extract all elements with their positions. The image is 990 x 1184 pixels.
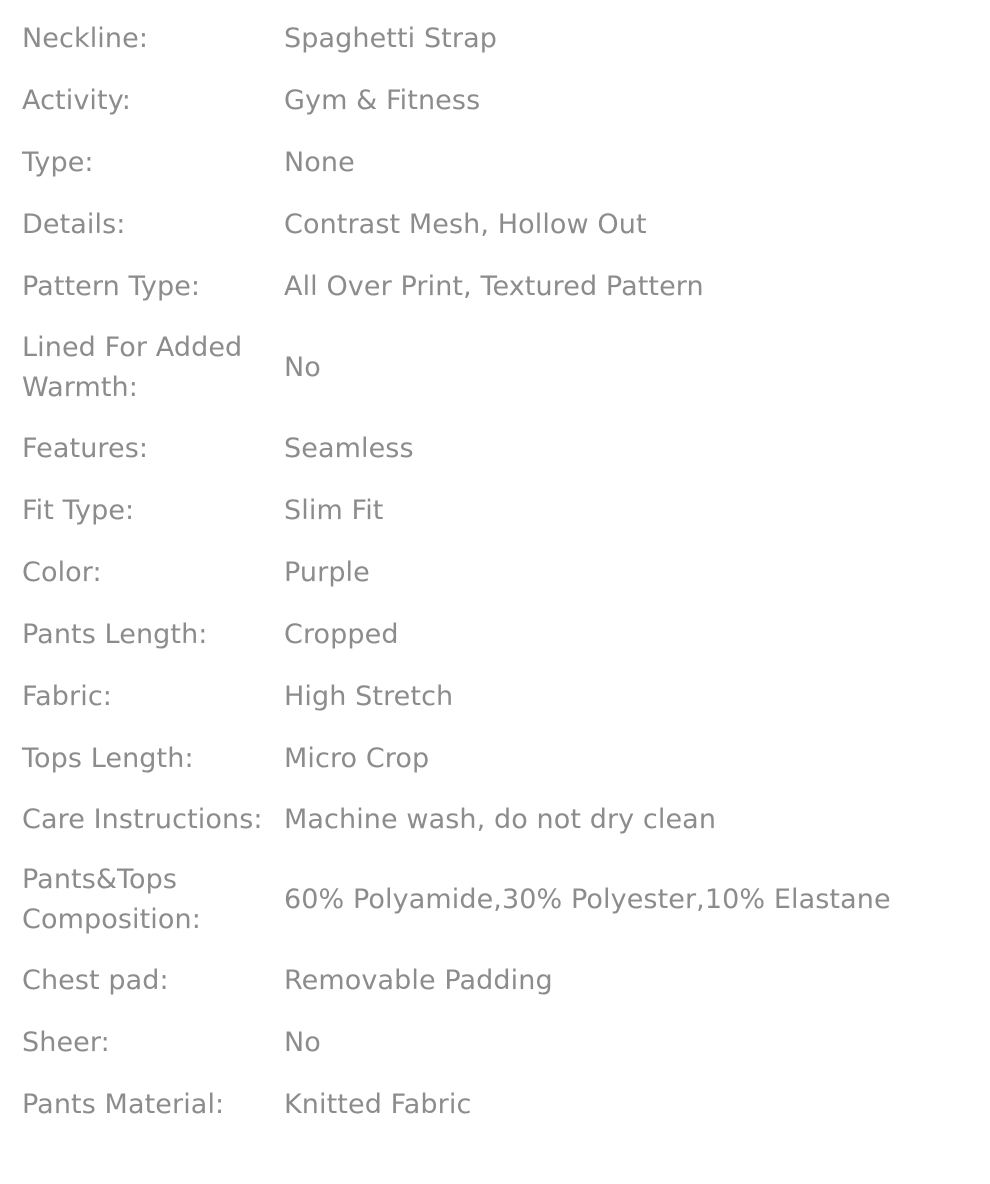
spec-label-text: Chest pad: — [22, 965, 169, 996]
table-row — [0, 1012, 990, 1074]
spec-label — [0, 8, 284, 70]
table-row — [0, 480, 990, 542]
spec-label-text: Lined For Added Warmth: — [22, 332, 243, 403]
spec-value: Cropped — [284, 619, 399, 650]
spec-label — [0, 194, 284, 256]
table-row — [0, 70, 990, 132]
spec-value: All Over Print, Textured Pattern — [284, 271, 704, 302]
spec-value: None — [284, 147, 355, 178]
spec-value: Gym & Fitness — [284, 85, 481, 116]
spec-label-text: Sheer: — [22, 1027, 110, 1058]
table-row — [0, 318, 990, 418]
spec-label — [0, 70, 284, 132]
spec-label — [0, 950, 284, 1012]
table-row — [0, 256, 990, 318]
table-row — [0, 666, 990, 728]
spec-value: No — [284, 1027, 321, 1058]
table-row — [0, 8, 990, 70]
spec-label-text: Fabric: — [22, 681, 112, 712]
spec-label-text: Pants Length: — [22, 619, 208, 650]
spec-value: Spaghetti Strap — [284, 23, 497, 54]
spec-value: Knitted Fabric — [284, 1089, 472, 1120]
spec-value: No — [284, 352, 321, 383]
spec-value: 60% Polyamide,30% Polyester,10% Elastane — [284, 884, 891, 915]
spec-value: Seamless — [284, 433, 414, 464]
spec-label — [0, 318, 284, 418]
spec-label-text: Pattern Type: — [22, 271, 201, 302]
spec-label-text: Details: — [22, 209, 126, 240]
table-row — [0, 790, 990, 850]
spec-label-text: Pants&Tops Composition: — [22, 864, 201, 935]
spec-value: Machine wash, do not dry clean — [284, 804, 717, 835]
spec-label — [0, 790, 284, 850]
table-row — [0, 950, 990, 1012]
spec-label — [0, 1074, 284, 1136]
spec-label-text: Type: — [22, 147, 94, 178]
spec-label-text: Fit Type: — [22, 495, 135, 526]
spec-label — [0, 418, 284, 480]
spec-label-text: Color: — [22, 557, 102, 588]
spec-label-text: Activity: — [22, 85, 132, 116]
table-row — [0, 1074, 990, 1136]
spec-label — [0, 850, 284, 950]
spec-label — [0, 132, 284, 194]
table-row — [0, 132, 990, 194]
table-row — [0, 542, 990, 604]
spec-label — [0, 604, 284, 666]
spec-value: Contrast Mesh, Hollow Out — [284, 209, 647, 240]
spec-label — [0, 1012, 284, 1074]
spec-value: Micro Crop — [284, 743, 430, 774]
table-row — [0, 850, 990, 950]
spec-label-text: Features: — [22, 433, 149, 464]
table-row — [0, 194, 990, 256]
table-row — [0, 604, 990, 666]
spec-label — [0, 666, 284, 728]
spec-label — [0, 728, 284, 790]
spec-label-text: Care Instructions: — [22, 804, 263, 835]
table-row — [0, 728, 990, 790]
spec-value: Removable Padding — [284, 965, 553, 996]
spec-label — [0, 256, 284, 318]
spec-label-text: Neckline: — [22, 23, 149, 54]
spec-label — [0, 542, 284, 604]
spec-value: Slim Fit — [284, 495, 384, 526]
table-row — [0, 418, 990, 480]
spec-value: High Stretch — [284, 681, 454, 712]
spec-label-text: Pants Material: — [22, 1089, 225, 1120]
spec-value: Purple — [284, 557, 370, 588]
spec-label-text: Tops Length: — [22, 743, 194, 774]
spec-label — [0, 480, 284, 542]
